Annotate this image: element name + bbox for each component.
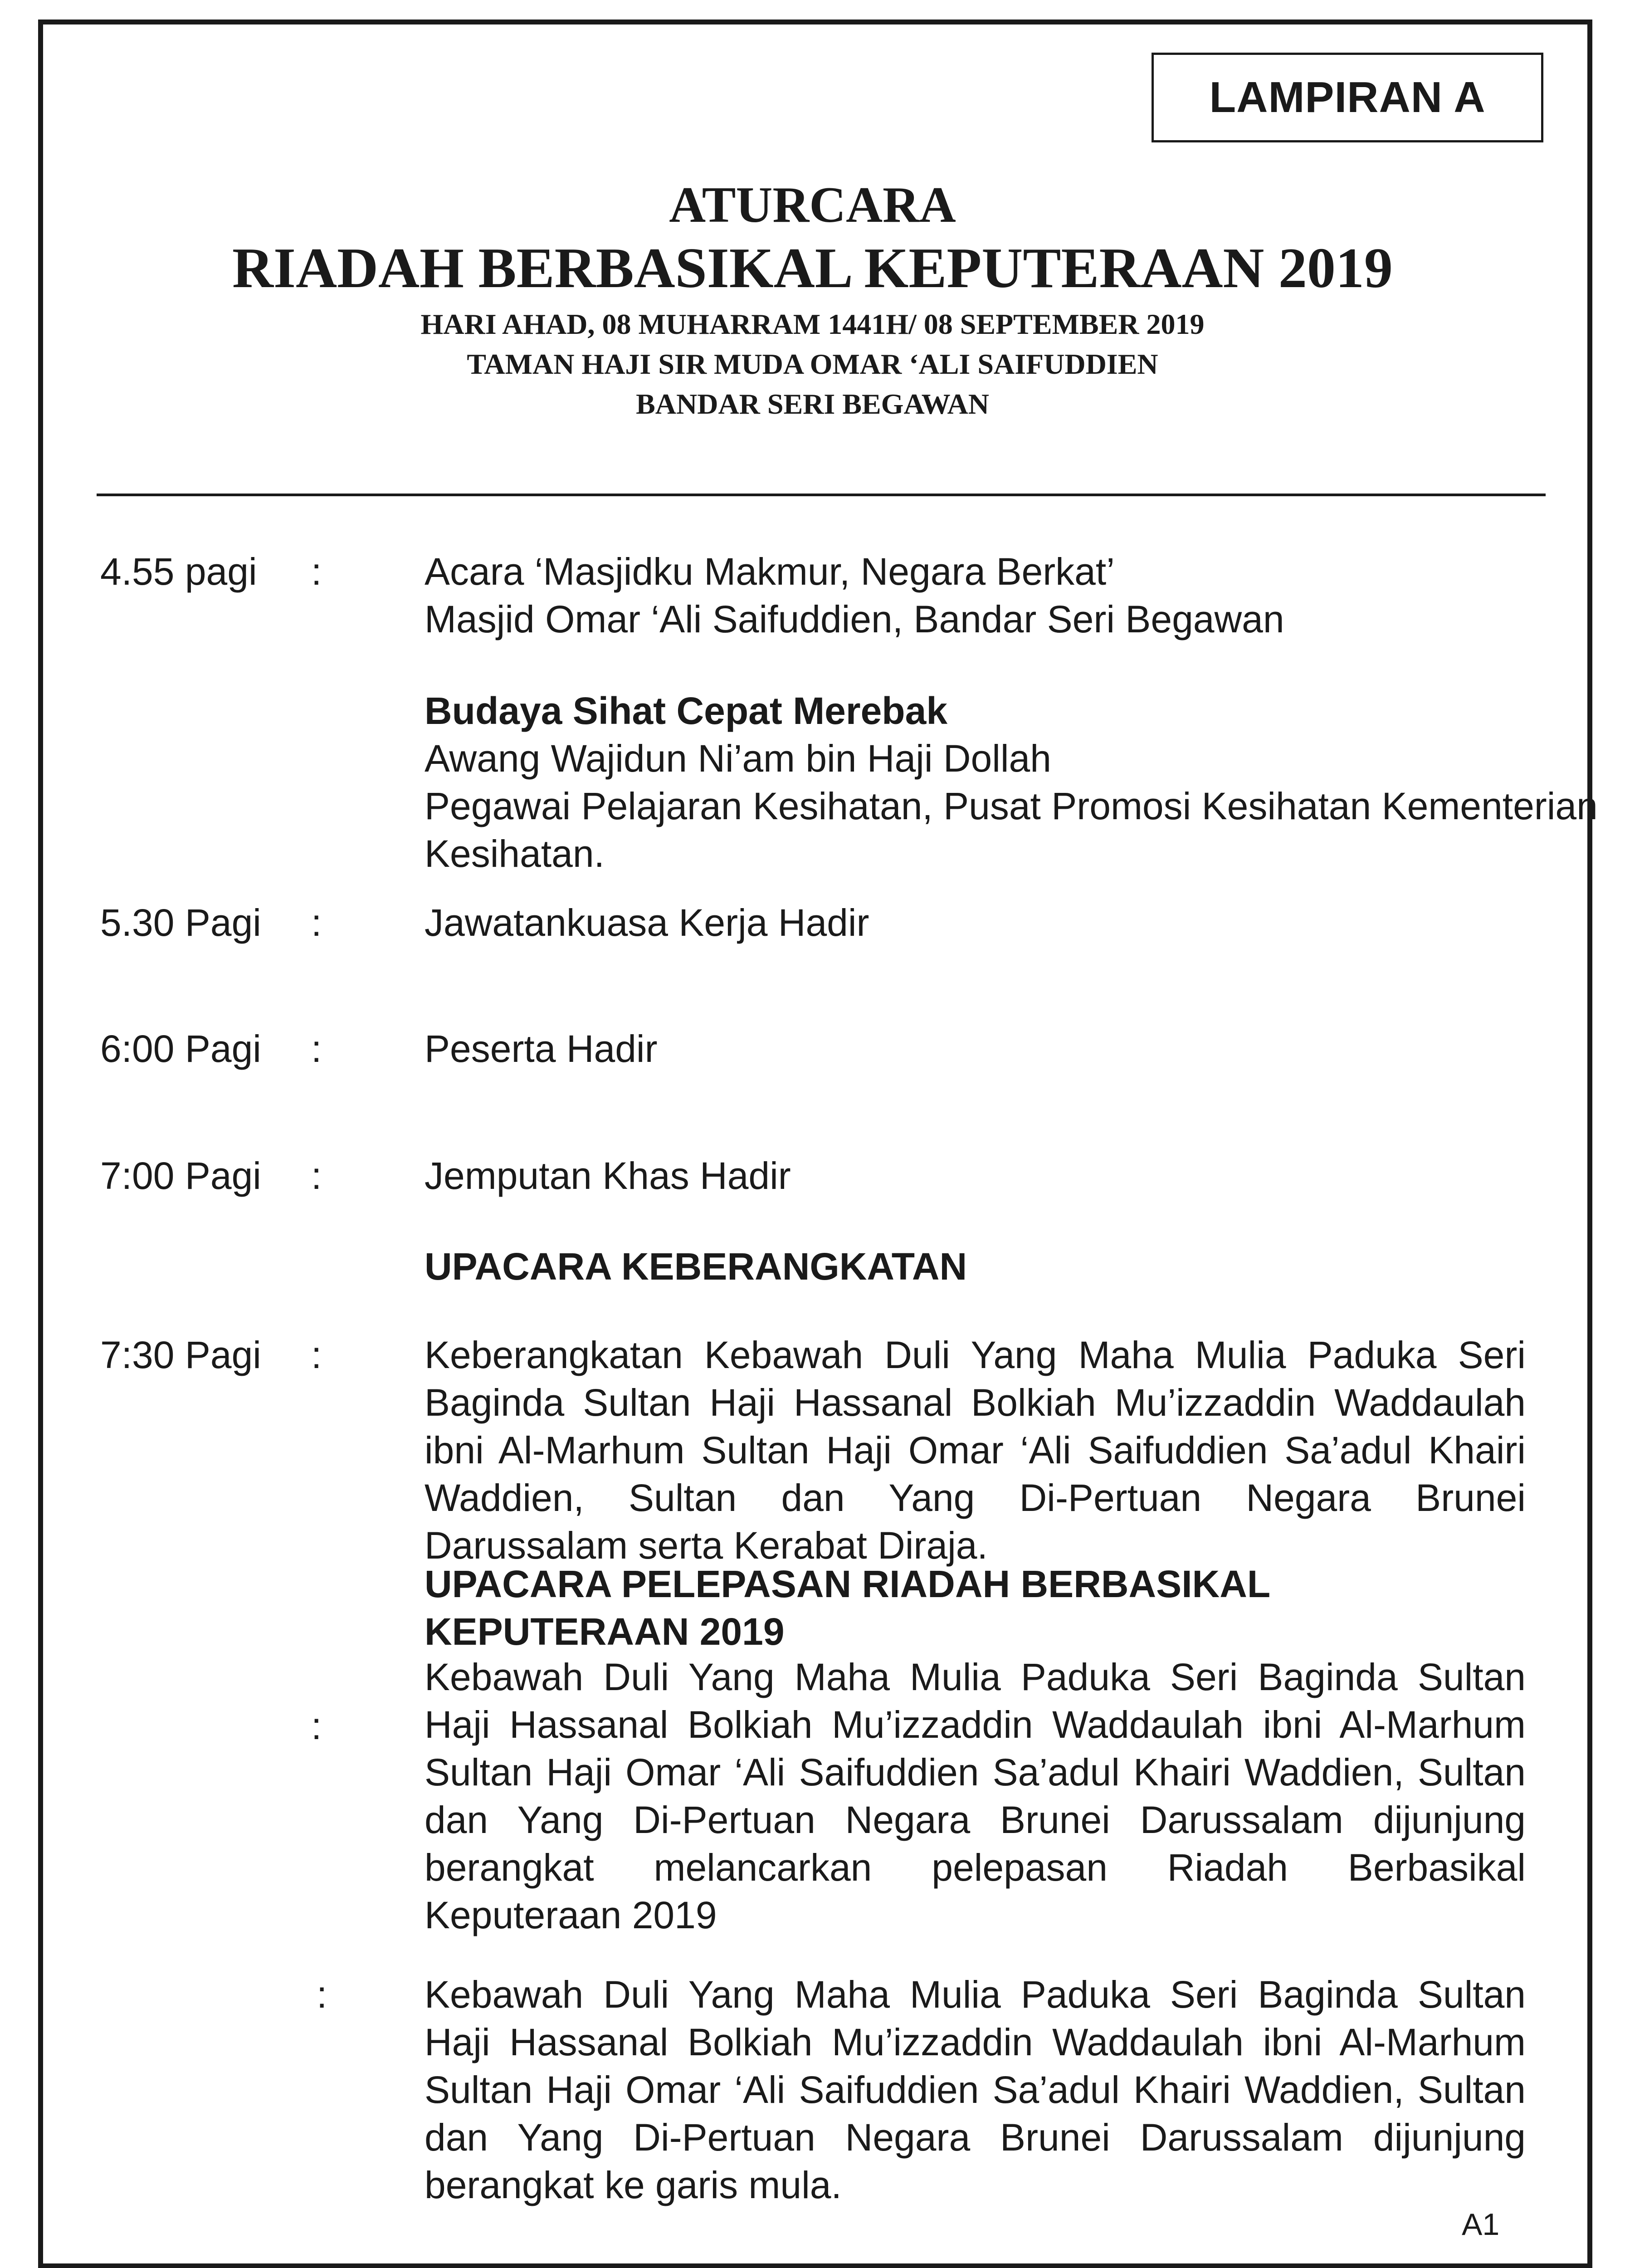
annex-label: LAMPIRAN A <box>1152 53 1543 142</box>
subtitle-venue: TAMAN HAJI SIR MUDA OMAR ‘ALI SAIFUDDIEN <box>467 348 1158 380</box>
speaker-line: Pegawai Pelajaran Kesihatan, Pusat Promosi Kesihatan Kementerian <box>425 785 1598 827</box>
schedule-description: Jawatankuasa Kerja Hadir <box>425 901 869 944</box>
schedule-time: 7:00 Pagi <box>100 1154 261 1197</box>
schedule-description: Peserta Hadir <box>425 1027 658 1070</box>
schedule-colon: : <box>311 1334 322 1376</box>
schedule-description: Keberangkatan Kebawah Duli Yang Maha Mulia Paduka Seri Baginda Sultan Haji Hassanal Bolkiah Mu’izzaddin Waddaulah ibni Al-Marhum Sultan Haji Omar ‘Ali Saifuddien Sa’adul Khairi Waddien, Sultan dan Yang Di-Pertuan Negara Brunei Darussalam serta Kerabat Diraja. <box>425 1334 1526 1567</box>
subtitle-date: HARI AHAD, 08 MUHARRAM 1441H/ 08 SEPTEMBER 2019 <box>420 308 1205 340</box>
schedule-colon: : <box>311 550 322 593</box>
title-event: RIADAH BERBASIKAL KEPUTERAAN 2019 <box>232 237 1393 300</box>
schedule-time: 5.30 Pagi <box>100 901 261 944</box>
section-heading-departure: UPACARA KEBERANGKATAN <box>425 1245 967 1288</box>
event-line: Masjid Omar ‘Ali Saifuddien, Bandar Seri Begawan <box>425 598 1284 640</box>
schedule-colon: : <box>311 1154 322 1197</box>
section-heading-release: UPACARA PELEPASAN RIADAH BERBASIKAL KEPUTERAAN 2019 <box>425 1563 1270 1653</box>
header-divider <box>97 494 1546 496</box>
event-line: Acara ‘Masjidku Makmur, Negara Berkat’ <box>425 550 1115 593</box>
schedule-description: Kebawah Duli Yang Maha Mulia Paduka Seri Baginda Sultan Haji Hassanal Bolkiah Mu’izzaddin Waddaulah ibni Al-Marhum Sultan Haji Omar ‘Ali Saifuddien Sa’adul Khairi Waddien, Sultan dan Yang Di-Pertuan Negara Brunei Darussalam dijunjung berangkat ke garis mula. <box>425 1973 1526 2206</box>
talk-title: Budaya Sihat Cepat Merebak <box>425 689 948 732</box>
schedule-colon: : <box>311 1027 322 1070</box>
page-number: A1 <box>1462 2207 1500 2242</box>
schedule-description <box>425 548 1526 643</box>
schedule-colon: : <box>311 1705 322 1747</box>
schedule-description: Kebawah Duli Yang Maha Mulia Paduka Seri Baginda Sultan Haji Hassanal Bolkiah Mu’izzaddin Waddaulah ibni Al-Marhum Sultan Haji Omar ‘Ali Saifuddien Sa’adul Khairi Waddien, Sultan dan Yang Di-Pertuan Negara Brunei Darussalam dijunjung berangkat melancarkan pelepasan Riadah Berbasikal Keputeraan 2019 <box>425 1656 1526 1936</box>
schedule-description: Jemputan Khas Hadir <box>425 1154 791 1197</box>
schedule-colon: : <box>317 1973 327 2016</box>
speaker-details <box>425 735 1598 878</box>
speaker-line: Awang Wajidun Ni’am bin Haji Dollah <box>425 737 1051 780</box>
subtitle-city: BANDAR SERI BEGAWAN <box>636 388 989 420</box>
schedule-time: 6:00 Pagi <box>100 1027 261 1070</box>
schedule-colon: : <box>311 901 322 944</box>
title-aturcara: ATURCARA <box>669 177 956 233</box>
schedule-time: 7:30 Pagi <box>100 1334 261 1376</box>
schedule-time: 4.55 pagi <box>100 550 257 593</box>
speaker-line: Kesihatan. <box>425 832 605 875</box>
